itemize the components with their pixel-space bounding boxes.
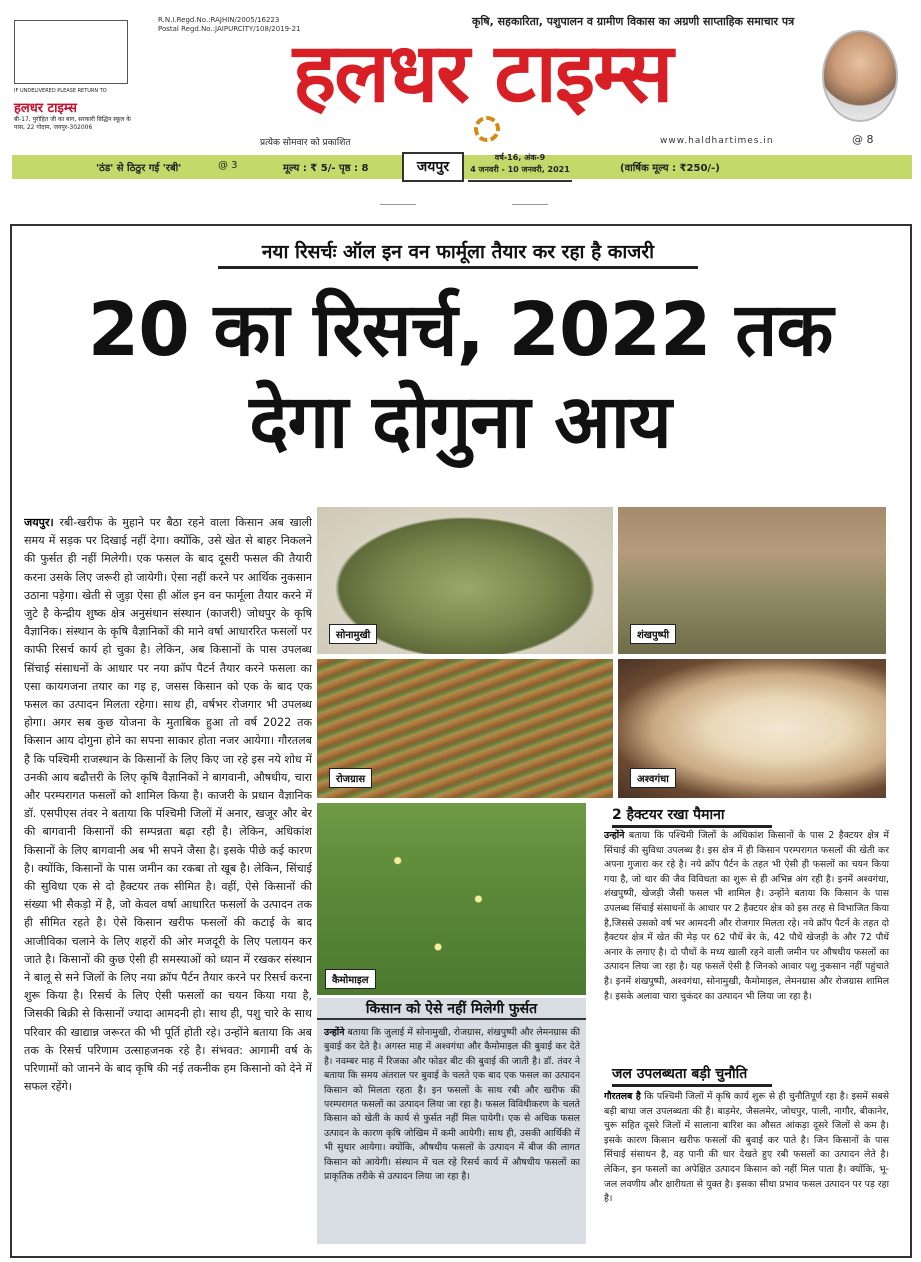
postal-number: Postal Regd.No.:JAIPURCITY/108/2019-21 xyxy=(158,25,301,33)
publish-day: प्रत्येक सोमवार को प्रकाशित xyxy=(260,138,351,148)
section-two-hectare-text xyxy=(604,829,889,1061)
photo-rosegrass xyxy=(317,659,613,798)
editor-portrait xyxy=(822,30,898,122)
photo-caption: अश्वगंधा xyxy=(630,768,676,788)
city-box: जयपुर xyxy=(402,152,464,182)
section-body: बताया कि पश्चिमी जिलों के अधिकांश किसानों के पास 2 हैक्टयर क्षेत्र में सिंचाई की सुविधा उपलब्ध है। इस क्षेत्र में ही किसान परम्परागत फसलों की खेती कर अपना गुजारा कर रहे है। नये क्रॉप पैर्टन के तहत भी ऐसी ही फसलों का चयन किया गया है, जो थार की जैव विविधता का शुरू से ही अभिन्न अंग रही है। इनमें अश्वगंधा, शंखपुष्पी, खेजड़ी जैसी फसल भी शामिल है। उन्होंने बताया कि किसान के पास उपलब्ध सिंचाई संसाधनों के आधार पर 2 हैक्टयर क्षेत्र को इस तरह से विभाजित किया है,जिससे उसको वर्ष भर आमदनी और रोजगार मिलता रहे। नये क्रॉप पैटर्न के तहत दो हैक्टयर क्षेत्र में खेत की मेड़ पर 62 पौधें बेर के, 42 पौधें खेजड़ी के और 72 पौधें अनार के लगाए है। दो पौधों के मध्य खाली रहने वाली जमीन पर औषधीय फसलों का उत्पादन लिया जा रहा है। यह फसलें ऐसी है जिनको आवार पशु नुकसान नहीं पहुंचाते है। इनमें शंखपुष्पी, अश्वगंधा, सोनामुखी, कैमोमाइल, लेमनग्रास और रोजग्रास शामिल है। इसके अलावा चारा चुकंदर का उत्पादन भी लिया जा रहा है। xyxy=(604,830,889,1002)
photo-shankhpushpi xyxy=(618,507,886,654)
article-headline: 20 का रिसर्च, 2022 तक देगा दोगुना आय xyxy=(87,287,833,465)
newspaper-logo: हलधर टाइम्स xyxy=(292,26,672,121)
lead-word: गौरतलब है xyxy=(604,1091,641,1102)
box-body: बताया कि जुलाई में सोनामुखी, रोजग्रास, शंखपुष्पी और लेमनग्रास की बुवाई कर देते है। अगस्त माह में अश्वगंधा और कैमोमाइल की बुवाई कर देते है। नवम्बर माह में रिजका और फोडर बीट की बुवाई की जाती है। डॉ. तंवर ने बताया कि समय अंतराल पर बुवाई के चलते एक बाद एक फसल का उत्पादन किसान को मिलता रहता है। इन फसलों के साथ रबी और खरीफ की परम्परागत फसलों का उत्पादन लिया जा रहा है। फसल विविधीकरण के चलते किसान को खेती के कार्य से फुर्सत नहीं मिल पायेगी। एक से अधिक फसल उत्पादन के कारण कृषि जोखिम में कमी आयेगी। साथ ही, उसकी आर्थिकी में भी सुधार आयेगा। क्योंकि, औषधीय फसलों के उत्पादन में बीज की लागत किसान को आयेगी। संस्थान में चल रहे रिसर्च कार्य में औषधीय फसलों का प्राकृतिक तरीके से उत्पादन लिया जा रहा है। xyxy=(324,1027,580,1183)
gear-emblem-icon xyxy=(474,116,500,142)
lead-word: उन्होंने xyxy=(604,830,625,841)
divider xyxy=(380,204,416,205)
photo-caption: कैमोमाइल xyxy=(325,969,376,989)
masthead xyxy=(0,0,921,185)
issue-dates: 4 जनवरी - 10 जनवरी, 2021 xyxy=(470,165,570,174)
return-address: बी-17, पुरोहित जी का बाग, सरकारी विद्धिन स्कूल के पास, 22 गोदाम, जयपुर-302006 xyxy=(14,116,131,131)
article-body xyxy=(24,514,312,1236)
subheading-two-hectare: 2 हैक्टयर रखा पैमाना xyxy=(612,805,772,828)
dateline: जयपुर। xyxy=(24,516,54,529)
issue-volume: वर्ष-16, अंक-9 xyxy=(494,153,546,162)
rni-number: R.N.I.Regd.No.:RAJHIN/2005/16223 xyxy=(158,16,280,24)
section-body: कि पश्चिमी जिलों में कृषि कार्य शुरू से ही चुनौतिपूर्ण रहा है। इसमें सबसे बड़ी बाधा जल उपलब्धता की है। बाड़मेर, जैसलमेर, जोधपुर, पाली, नागौर, बीकानेर, चुरू सहित दूसरे जिलों में सालाना बारिश का औसत आंकड़ा दूसरे जिलों से कम है। इसके कारण किसान खरीफ फसलों की बुवाई कर पाते है। जिन किसानों के पास सिंचाई संसाधन है, वह पानी की धार देखते हुए रबी फसलों का उत्पादन लेते है। लेकिन, इन फसलों का अपेक्षित उत्पादन किसान को नहीं मिल पाता है। क्योंकि, भू-जल लवणीय और क्षारीयता से युक्त है। इसका सीधा प्रभाव फसल उत्पादन पर पड़ रहा है। xyxy=(604,1091,889,1205)
photo-sonamukhi xyxy=(317,507,613,654)
undelivered-note: IF UNDELIVERED PLEASE RETURN TO xyxy=(14,88,107,94)
photo-caption: सोनामुखी xyxy=(329,624,377,644)
photo-caption: शंखपुष्पी xyxy=(630,624,676,644)
sidebar-box-text xyxy=(324,1026,580,1242)
subheading-water-challenge: जल उपलब्धता बड़ी चुनौति xyxy=(612,1064,772,1087)
annual-price: (वार्षिक मूल्य : ₹250/-) xyxy=(620,163,720,174)
price-pages: मूल्य : ₹ 5/- पृष्ठ : 8 xyxy=(283,163,369,174)
address-label-box xyxy=(14,20,128,84)
photo-ashwagandha xyxy=(618,659,886,798)
tagline: कृषि, सहकारिता, पशुपालन व ग्रामीण विकास का अग्रणी साप्ताहिक समाचार पत्र xyxy=(472,15,795,28)
portrait-page-ref: @ 8 xyxy=(852,133,874,146)
photo-chamomile xyxy=(317,803,586,995)
lead-word: उन्होंने xyxy=(324,1027,345,1038)
section-water-text xyxy=(604,1090,889,1244)
photo-caption: रोजग्रास xyxy=(329,768,372,788)
return-name: हलधर टाइम्स xyxy=(14,101,77,116)
divider xyxy=(512,204,548,205)
sidebar-box-title: किसान को ऐसे नहीं मिलेगी फुर्सत xyxy=(317,998,586,1020)
article-kicker: नया रिसर्चः ऑल इन वन फार्मूला तैयार कर रहा है काजरी xyxy=(218,238,698,269)
body-text: रबी-खरीफ के मुहाने पर बैठा रहने वाला किसान अब खाली समय में सड़क पर दिखाई नहीं देगा। क्योंकि, उसे खेत से बाहर निकलने की फुर्सत ही नहीं मिलेगी। एक फसल के बाद दूसरी फसल की तैयारी करना उसके लिए जरूरी हो जायेगी। ऐसा नहीं करने पर आर्थिक नुकसान उठाना पड़ेगा। खेती से जुड़ा ऐसा ही ऑल इन वन फार्मूला तैयार करने में जुटे है केन्द्रीय शुष्क क्षेत्र अनुसंधान संस्थान (काजरी) जोधपुर के कृषि वैज्ञानिक। संस्थान के कृषि वैज्ञानिकों की माने वर्षा आधाररित फसलों पर काफी रिसर्च कार्य हो चुका है। लेकिन, अब किसानों के पास उपलब्ध सिंचाई संसाधनों के आधार पर नया क्रॉप पैटर्न तैयार करने फसला का एसा कायगजना तयार का गइ ह, जसस किसान को एक के बाद एक फसल का उत्पादन मिलता रहेगा। साथ ही, वर्षभर रोजगार भी उपलब्ध होगा। अगर सब कुछ योजना के मुताबिक हुआ तो वर्ष 2022 तक किसान आय दोगुना होने का सपना साकार होता नजर आयेगा। गौरतलब है कि पश्चिमी राजस्थान के किसानों के लिए किए जा रहे इस नये शोध में उनकी आय बढौत्तरी के लिए कृषि वैज्ञानिकों ने बागवानी, औषधीय, चारा और परम्परागत फसलों को शामिल किया है। काजरी के प्रधान वैज्ञानिक डॉ. एसपीएस तंवर ने बताया कि पश्चिमी जिलों में अनार, खजूर और बेर की बागवानी किसानों की सम्पन्नता बढ़ा रही है। लेकिन, अधिकांश किसानों के लिए बागवानी अब भी सपने जैसा है। इसके पीछे कई कारण है। क्योंकि, किसानों के पास जमीन का रकबा तो खूब है। लेकिन, सिंचाई की सुविधा एक से दो हैक्टयर तक सीमित है। वहीं, ऐसे किसानों की संख्या भी सैकड़ो में है, जो केवल वर्षा आधारित फसलों के उत्पादन तक ही सीमित रहते है। ऐसे किसान खरीफ फसलों की कटाई के बाद आजीविका चलाने के लिए शहरों की ओर मजदूरी के लिए पलायन कर जाते है। किसानों की कुछ ऐसी ही समस्याओं को ध्यान में रखकर संस्थान ने बालू से सने जिलों के लिए नया क्रॉप पैर्टन तैयार करने पर रिसर्च करना शुरू किया है। रिसर्च के लिए ऐसी फसलों का चयन किया गया है, जिसकी बिक्री से किसानों ज्यादा आमदनी हो। साथ ही, पशु चारे के साथ परिवार की खाद्यान्न जरूरत की भी पूर्ति होती रहे। उन्होंने बताया कि अब तक के रिसर्च परिणाम उत्साहजनक रहे है। संभवत: आगामी वर्ष के परिणामों को जानने के बाद कृषि की नई तकनीक हम किसानो को देने में सफल रहेंगे। xyxy=(24,516,312,1094)
website-link[interactable]: www.haldhartimes.in xyxy=(660,136,774,146)
issue-info xyxy=(468,152,572,182)
band-teaser: 'ठंड' से ठिठुर गई 'रबी' xyxy=(96,163,182,174)
band-teaser-page: @ 3 xyxy=(218,160,238,171)
